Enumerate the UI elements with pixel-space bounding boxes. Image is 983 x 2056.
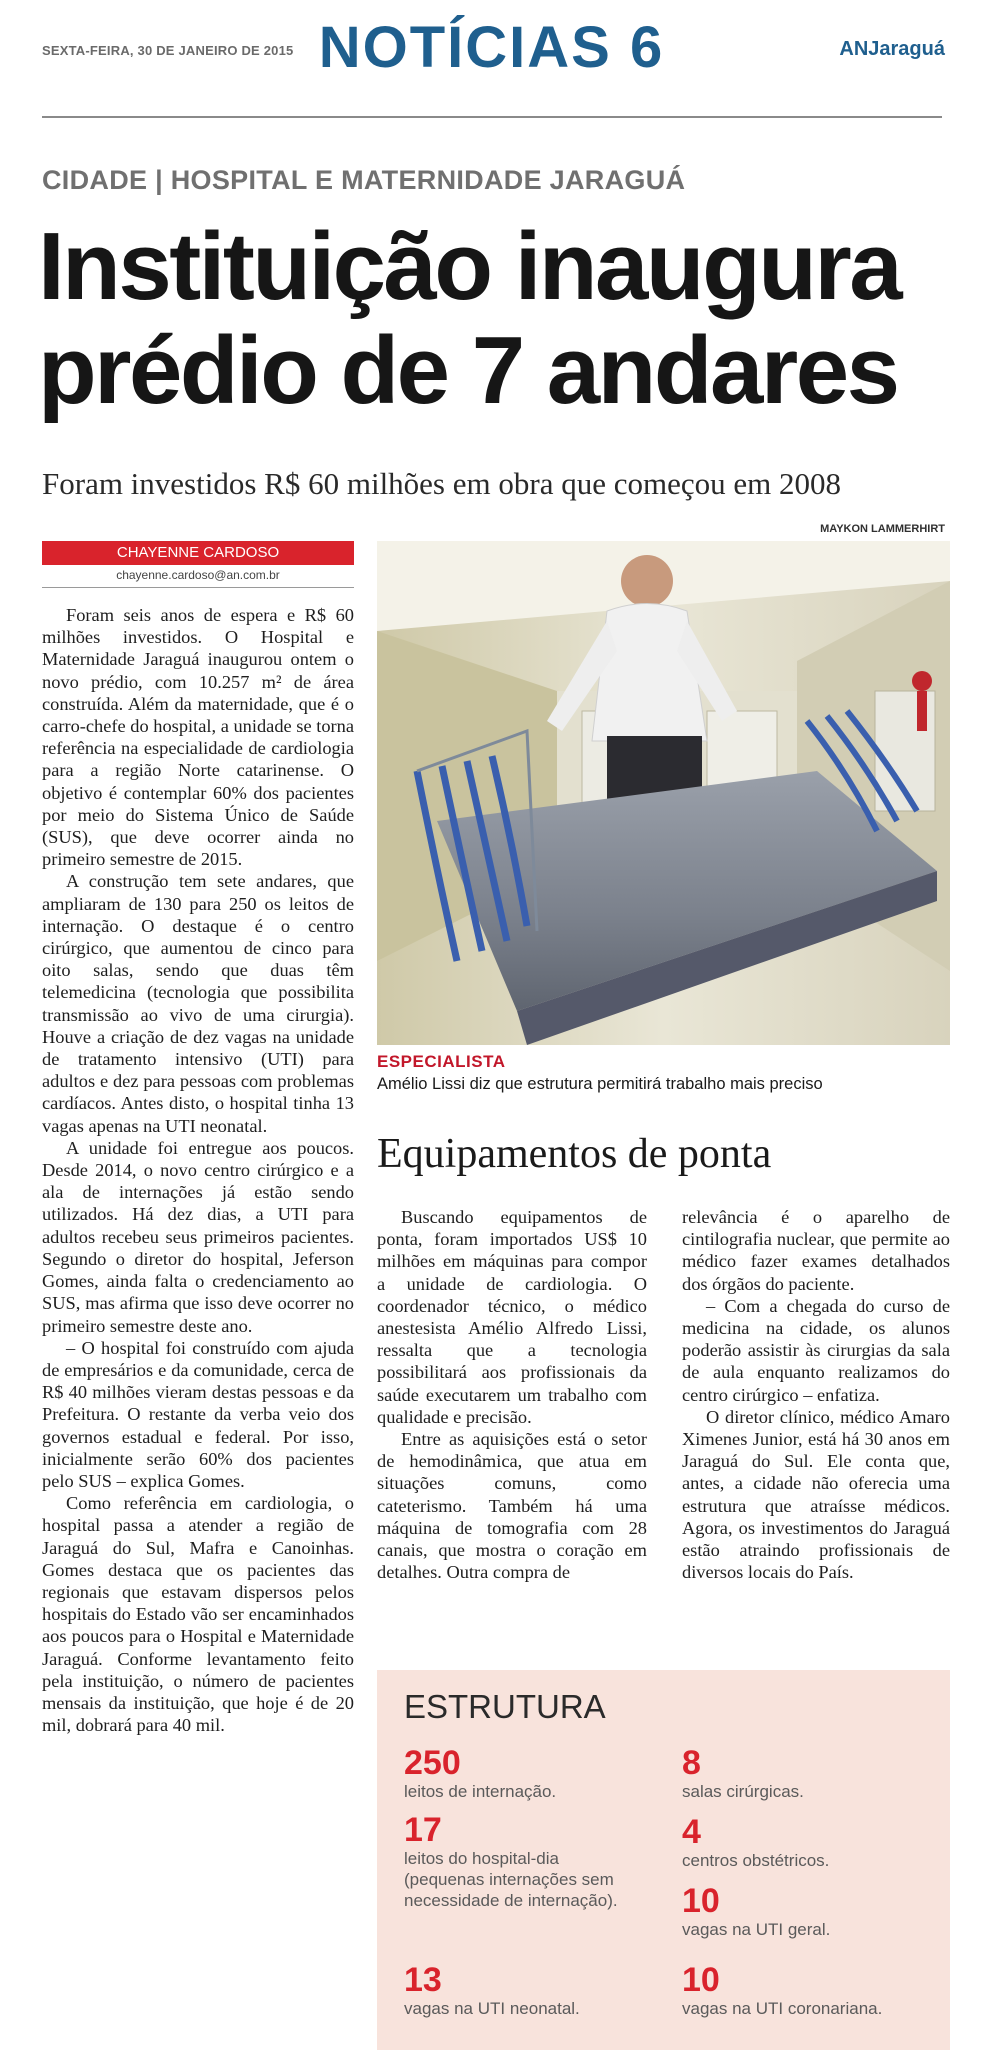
subheadline: Foram investidos R$ 60 milhões em obra que começou em 2008	[42, 466, 841, 501]
stat-label: vagas na UTI coronariana.	[682, 1999, 883, 2018]
body-column-2	[377, 1206, 647, 1583]
headline-line-2: prédio de 7 andares	[38, 317, 898, 424]
paragraph: – Com a chegada do curso de medicina na cidade, os alunos poderão assistir às cirurgias da sala de aula enquanto realizamos do centro cirúrgico – enfatiza.	[682, 1295, 950, 1405]
box-title: ESTRUTURA	[404, 1688, 606, 1725]
headline	[38, 215, 958, 423]
stat-number: 10	[682, 1882, 720, 1920]
stat-label: centros obstétricos.	[682, 1851, 830, 1870]
paragraph: – O hospital foi construído com ajuda de empresários e da comunidade, cerca de R$ 40 milhões vieram destas pessoas e da Prefeitura. O restante da verba veio dos governos estadual e federal. Por isso, inicialmente serão 60% dos pacientes pelo SUS – explica Gomes.	[42, 1337, 354, 1491]
photo-caption: Amélio Lissi diz que estrutura permitirá trabalho mais preciso	[377, 1075, 823, 1093]
paragraph: A unidade foi entregue aos poucos. Desde 2014, o novo centro cirúrgico e a ala de internações já estão sendo utilizados. Há dez dias, a UTI para adultos recebeu seus primeiros pacientes. Segundo o diretor do hospital, Jeferson Gomes, ainda falta o credenciamento ao SUS, mas afirma que isso deve ocorrer no primeiro semestre deste ano.	[42, 1137, 354, 1336]
stat-label: leitos de internação.	[404, 1782, 557, 1801]
paragraph: O diretor clínico, médico Amaro Ximenes Junior, está há 30 anos em Jaraguá do Sul. Ele conta que, antes, a cidade não oferecia uma estrutura que atraísse médicos. Agora, os investimentos do Jaraguá estão atraindo profissionais de diversos locais do País.	[682, 1406, 950, 1583]
stat-item	[682, 1962, 932, 2019]
stat-item	[682, 1745, 932, 1802]
stat-label: leitos do hospital-dia (pequenas internações sem necessidade de internação).	[404, 1849, 618, 1910]
kicker: CIDADE | HOSPITAL E MATERNIDADE JARAGUÁ	[42, 165, 686, 195]
hospital-corridor-illustration	[377, 541, 950, 1045]
author-byline: CHAYENNE CARDOSO	[42, 541, 354, 565]
caption-label: ESPECIALISTA	[377, 1052, 506, 1071]
paragraph: Foram seis anos de espera e R$ 60 milhões investidos. O Hospital e Maternidade Jaraguá inaugurou ontem o novo prédio, com 10.257 m² de área construída. Além da maternidade, que é o carro-chefe do hospital, a unidade se torna referência na especialidade de cardiologia para a região Norte catarinense. O objetivo é contemplar 60% dos pacientes por meio do Sistema Único de Saúde (SUS), que deve ocorrer ainda no primeiro semestre de 2015.	[42, 605, 354, 870]
stat-label: vagas na UTI geral.	[682, 1920, 831, 1939]
paragraph: Entre as aquisições está o setor de hemodinâmica, que atua em situações comuns, como cateterismo. Também há uma máquina de tomografia com 28 canais, que mostra o coração em detalhes. Outra compra de	[377, 1429, 647, 1583]
stat-number: 13	[404, 1961, 442, 1999]
author-email: chayenne.cardoso@an.com.br	[116, 568, 280, 582]
photo-credit: MAYKON LAMMERHIRT	[820, 523, 945, 535]
stat-number: 8	[682, 1744, 701, 1782]
stat-item	[404, 1812, 624, 1911]
paragraph-continued: relevância é o aparelho de cintilografia nuclear, que permite ao médico fazer exames detalhados dos órgãos do paciente.	[682, 1207, 950, 1294]
stat-label: vagas na UTI neonatal.	[404, 1999, 580, 2018]
stat-number: 4	[682, 1813, 701, 1851]
article-photo	[377, 541, 950, 1045]
stat-number: 17	[404, 1811, 442, 1849]
byline-divider	[42, 587, 354, 588]
header-divider	[42, 116, 942, 118]
body-column-1	[42, 604, 354, 1736]
stat-label: salas cirúrgicas.	[682, 1782, 804, 1801]
edition-date: SEXTA-FEIRA, 30 DE JANEIRO DE 2015	[42, 43, 294, 58]
brand-logo: ANJaraguá	[839, 38, 945, 60]
paragraph: A construção tem sete andares, que ampliaram de 130 para 250 os leitos de internação. O destaque é o centro cirúrgico, que aumentou de cinco para oito salas, sendo que duas têm telemedicina (tecnologia que possibilita transmissão ao vivo de uma cirurgia). Houve a criação de dez vagas na unidade de tratamento intensivo (UTI) para adultos e dez para pessoas com problemas cardíacos. Antes disto, o hospital tinha 13 vagas apenas na UTI neonatal.	[42, 871, 354, 1136]
stat-number: 250	[404, 1744, 461, 1782]
paragraph: Como referência em cardiologia, o hospital passa a atender a região de Jaraguá do Sul, Mafra e Canoinhas. Gomes destaca que os pacientes das regionais que estavam dispersos pelos hospitais do Estado vão ser encaminhados aos poucos para o Hospital e Maternidade Jaraguá. Conforme levantamento feito pela instituição, o número de pacientes mensais da instituição, que hoje é de 20 mil, dobrará para 40 mil.	[42, 1493, 354, 1736]
stat-item	[404, 1962, 624, 2019]
stat-number: 10	[682, 1961, 720, 1999]
stat-item	[682, 1814, 932, 1871]
section-heading: Equipamentos de ponta	[377, 1131, 772, 1177]
body-column-3	[682, 1206, 950, 1583]
section-title: NOTÍCIAS 6	[318, 15, 665, 80]
stat-item	[682, 1883, 932, 1940]
headline-line-1: Instituição inaugura	[38, 213, 901, 320]
paragraph: Buscando equipamentos de ponta, foram importados US$ 10 milhões em máquinas para compor a unidade de cardiologia. O coordenador técnico, o médico anestesista Amélio Alfredo Lissi, ressalta que a tecnologia possibilitará aos profissionais da saúde executarem um trabalho com qualidade e precisão.	[377, 1207, 647, 1427]
stat-item	[404, 1745, 624, 1802]
